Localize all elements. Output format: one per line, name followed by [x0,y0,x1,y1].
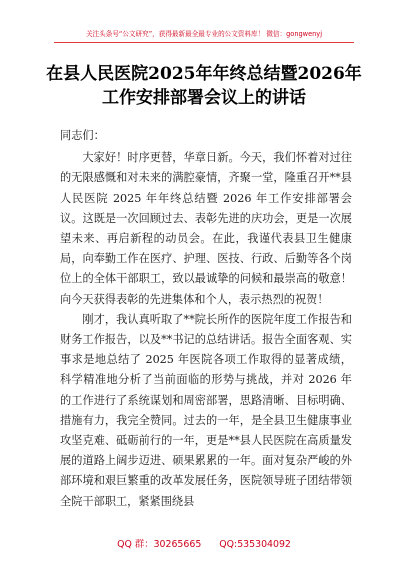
salutation: 同志们： [60,129,105,142]
document-title [0,62,408,110]
header-divider [54,42,354,43]
paragraph-1: 大家好！时序更替，华章日新。今天，我们怀着对过往的无限感慨和对未来的满腔豪情，齐聚一堂，隆重召开**县人民医院 2025 年年终总结暨 2026 年工作安排部署会议。这既是一次回顾过去、表彰先进的庆功会，更是一次展望未来、再启新程的动员会。在此，我谨代表县卫生健康局，向奉勤工作在医疗、护理、医技、行政、后勤等各个岗位上的全体干部职工，致以最诚挚的问候和最崇高的敬意！向今天获得表彰的先进集体和个人，表示热烈的祝贺！ [60,151,352,306]
document-body [60,126,352,512]
title-line-2: 工作安排部署会议上的讲话 [102,88,306,108]
footer-contact [0,536,408,550]
header-banner: 关注头条号“公文研究”，获得最新最全最专业的公文资料库！ 微信：gongwenyj [85,30,323,38]
title-line-1: 在县人民医院2025年年终总结暨2026年 [46,64,362,84]
paragraph-2: 刚才，我认真听取了**院长所作的医院年度工作报告和财务工作报告，以及**书记的总结讲话。报告全面客观、实事求是地总结了 2025 年医院各项工作取得的显著成绩，科学精准地分析了当前面临的形势与挑战，并对 2026 年的工作进行了系统谋划和周密部署，思路清晰、目标明确、措施有力，我完全赞同。过去的一年，是全县卫生健康事业攻坚克难、砥砺前行的一年，更是**县人民医院在高质量发展的道路上阔步迈进、硕果累累的一年。面对复杂严峻的外部环境和艰巨繁重的改革发展任务，医院领导班子团结带领全院干部职工，紧紧围绕县 [60,312,352,508]
footer-qq: QQ:535304092 [219,539,291,550]
footer-qq-group: QQ 群：30265665 [117,539,202,550]
